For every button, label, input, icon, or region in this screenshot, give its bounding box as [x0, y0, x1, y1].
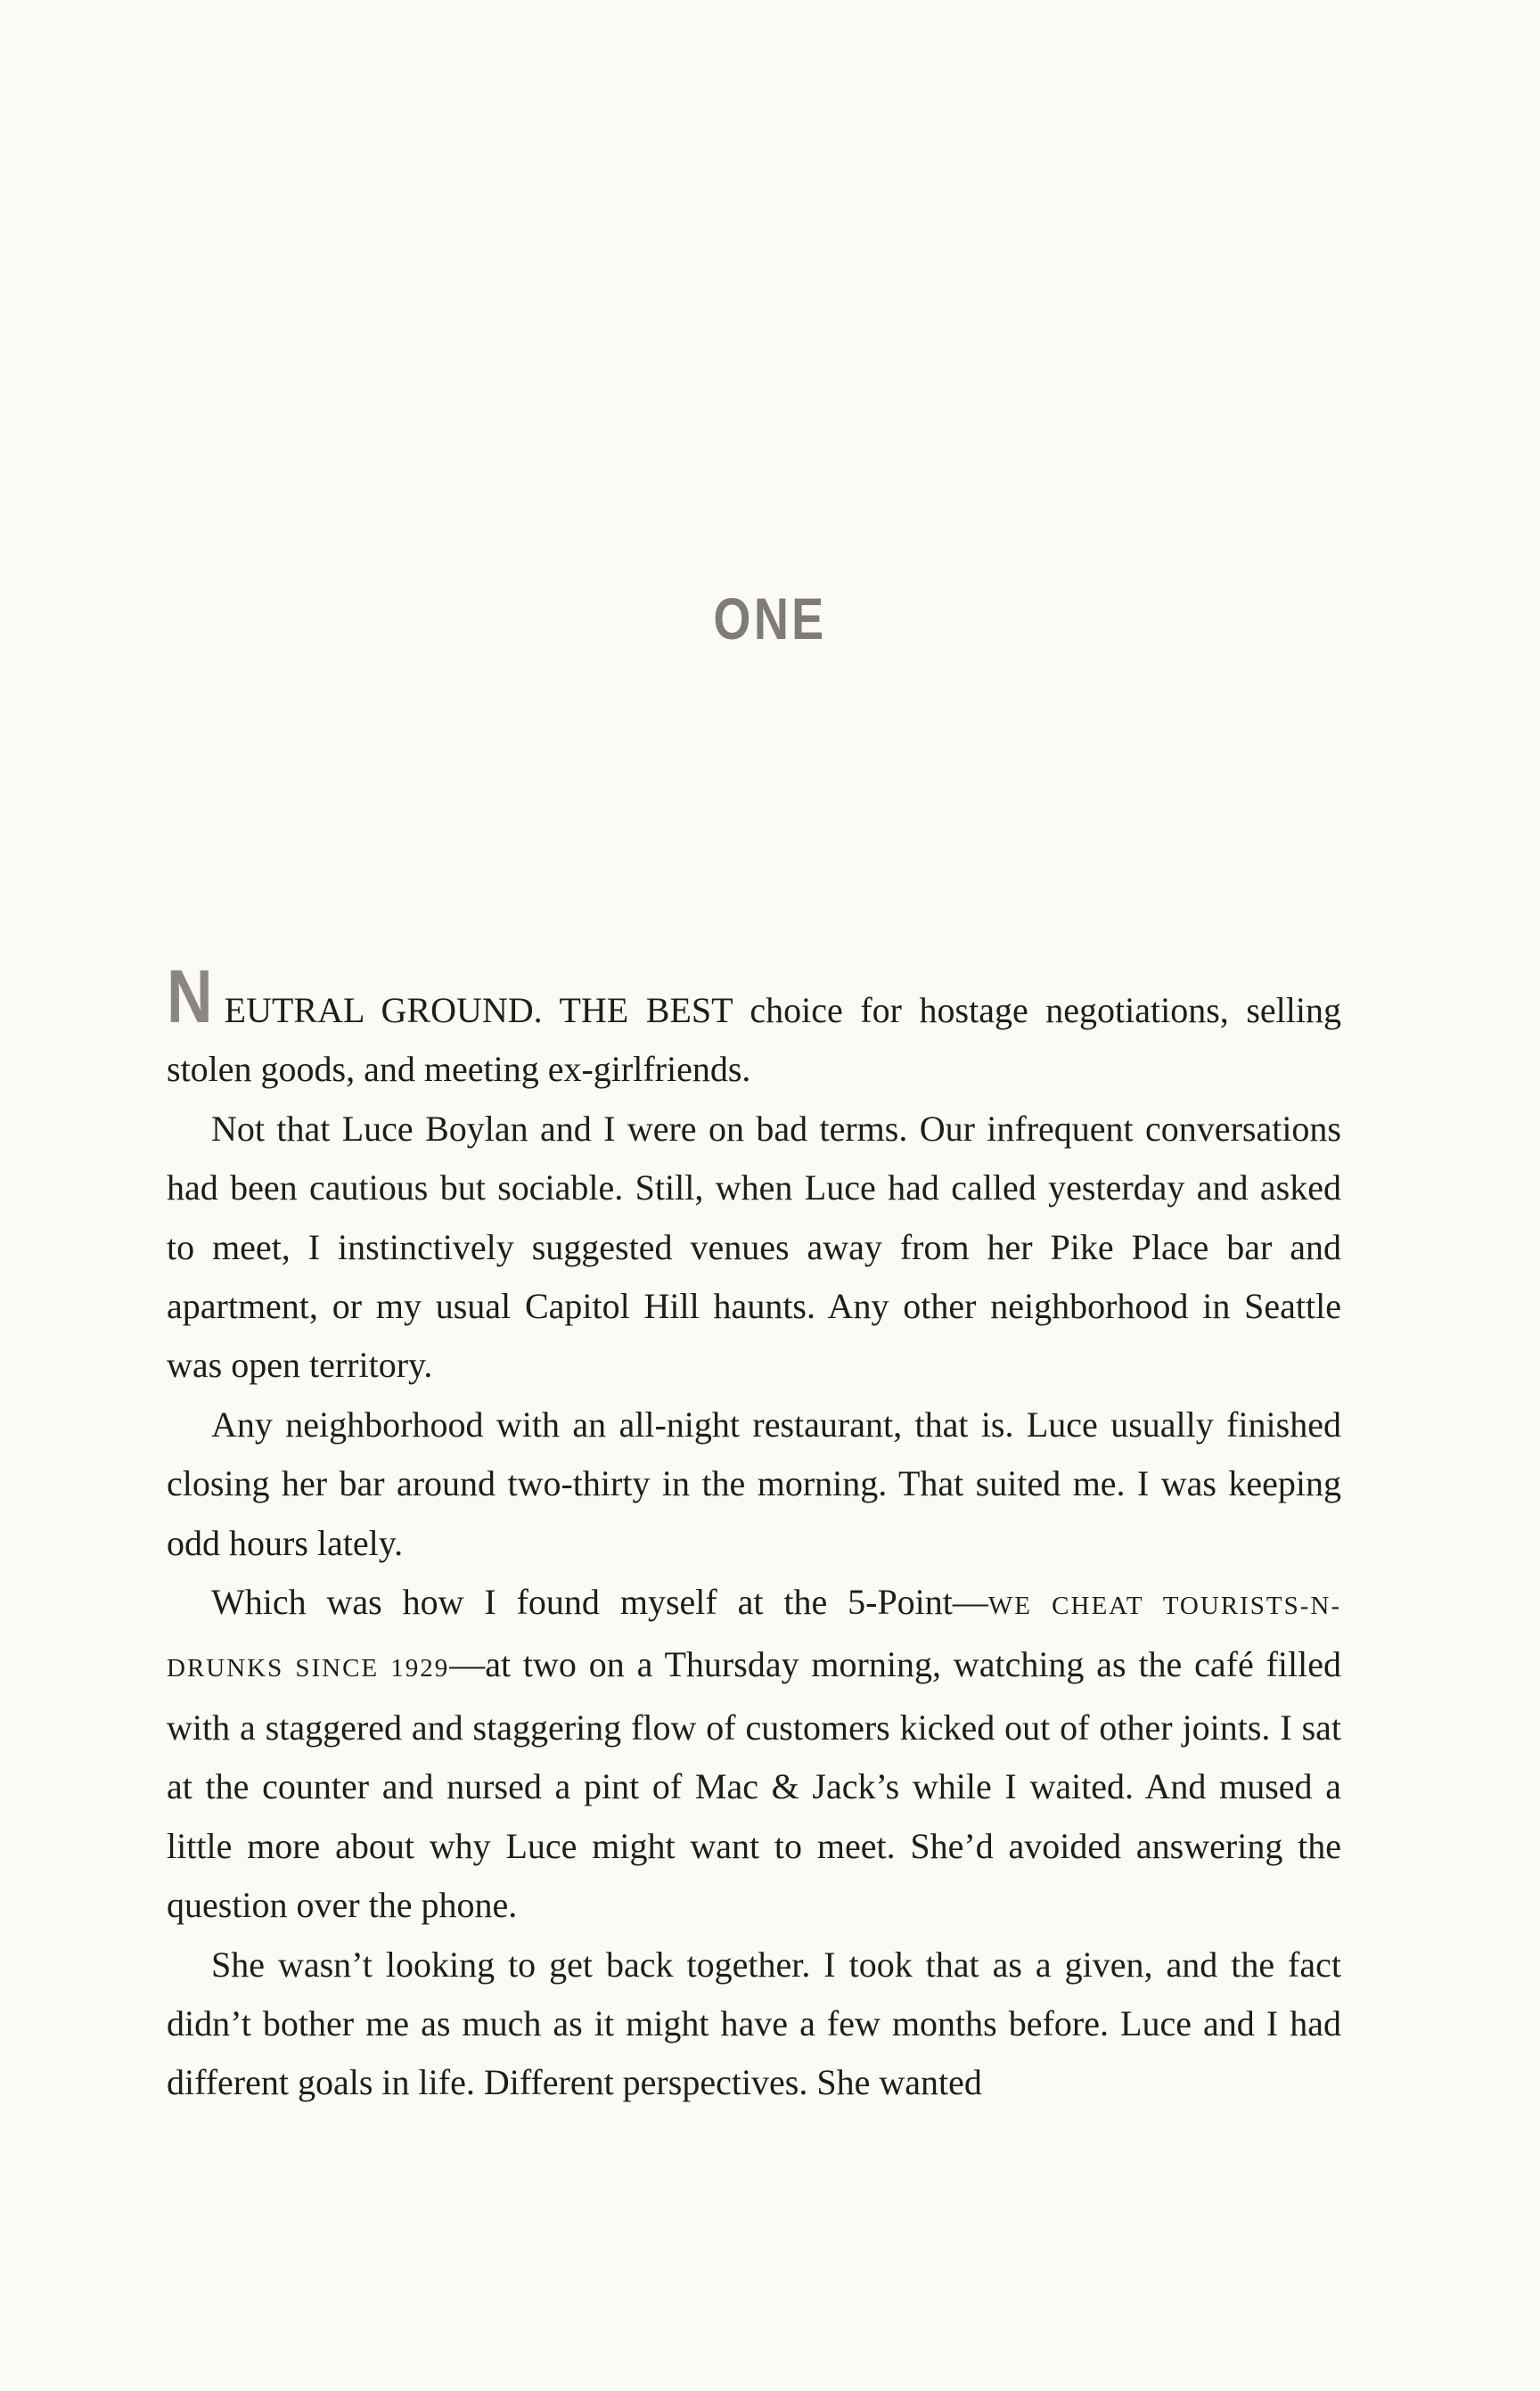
drop-cap: N	[167, 954, 213, 1038]
paragraph-1	[167, 954, 1342, 1100]
paragraph-4	[167, 1573, 1341, 1935]
sign-small-caps: WE CHEAT TOURISTS-N-DRUNKS SINCE 1929	[167, 1592, 1341, 1683]
paragraph-3: Any neighborhood with an all-night restaurant, that is. Luce usually finished closing her bar around two-thirty in the morning. That suited me. I was keeping odd hours lately.	[167, 1404, 1341, 1563]
opening-caps: EUTRAL GROUND. THE BEST	[224, 990, 733, 1030]
paragraph-4-after: —at two on a Thursday morning, watching as the café filled with a staggered and staggering flow of customers kicked out of other joints. I sat at the counter and nursed a pint of Mac & Jack’s while I waited. And mused a little more about why Luce might want to meet. She’d avoided answering the question over the phone.	[167, 1644, 1341, 1926]
paragraph-4-before: Which was how I found myself at the 5-Point—	[211, 1582, 988, 1623]
chapter-body	[167, 954, 1342, 2113]
paragraph-5: She wasn’t looking to get back together. I took that as a given, and the fact didn’t bother me as much as it might have a few months before. Luce and I had different goals in life. Different perspectives. She wanted	[167, 1944, 1341, 2103]
chapter-heading: ONE	[713, 585, 827, 651]
paragraph-1-text: choice for hostage negotiations, selling stolen goods, and meeting ex-girlfriends.	[167, 990, 1342, 1090]
paragraph-2: Not that Luce Boylan and I were on bad terms. Our infrequent conversations had been cautious but sociable. Still, when Luce had called yesterday and asked to meet, I instinctively suggested venues away from her Pike Place bar and apartment, or my usual Capitol Hill haunts. Any other neighborhood in Seattle was open territory.	[167, 1108, 1341, 1386]
